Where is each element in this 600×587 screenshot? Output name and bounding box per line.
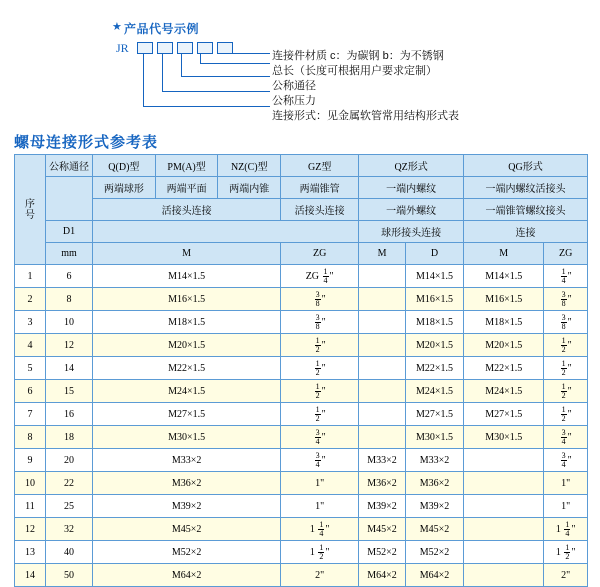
header-group-pm: PM(A)型 [155,155,218,177]
table-row [15,449,588,472]
leader-line [219,53,270,54]
header-unit-qg-zg: ZG [544,243,588,265]
code-prefix: JR [116,41,129,55]
row-gz: $\frac{3}{8}$ " [281,311,359,334]
header-unit-qz-d: D [405,243,463,265]
row-qz-d: M45×2 [405,518,463,541]
header-blank-mid [93,221,359,243]
row-qz-d: M52×2 [405,541,463,564]
row-qg-m [464,495,544,518]
row-gz: $\frac{3}{8}$ " [281,288,359,311]
row-qg-m: M22×1.5 [464,357,544,380]
row-q-m: M39×2 [93,495,281,518]
product-code-diagram [0,0,600,128]
row-qg-zg: $\frac{1}{2}$ " [544,357,588,380]
header-unit-qg-m: M [464,243,544,265]
leader-line [162,91,270,92]
row-q-m: M24×1.5 [93,380,281,403]
row-qg-zg: 2" [544,564,588,587]
row-seq: 13 [15,541,46,564]
table-header-row [15,243,588,265]
row-q-m: M16×1.5 [93,288,281,311]
row-qz-d: M16×1.5 [405,288,463,311]
legend-item-length: 总长（长度可根据用户要求定制） [272,65,437,77]
row-q-m: M64×2 [93,564,281,587]
row-qz-m [359,357,406,380]
header-nz-desc: 两端内锥 [218,177,281,199]
header-unit-zg: ZG [281,243,359,265]
header-qg-desc: 一端内螺纹活接头 [464,177,588,199]
row-dn: 32 [46,518,93,541]
row-qg-zg: $\frac{1}{2}$ " [544,334,588,357]
row-qg-zg: 1 $\frac{1}{4}$ " [544,518,588,541]
row-seq: 10 [15,472,46,495]
row-qz-d: M18×1.5 [405,311,463,334]
row-seq: 3 [15,311,46,334]
row-q-m: M18×1.5 [93,311,281,334]
header-unit-mm: mm [46,243,93,265]
header-group-nz: NZ(C)型 [218,155,281,177]
header-qg-thread: 一端锥管螺纹接头 [464,199,588,221]
row-qg-m: M24×1.5 [464,380,544,403]
row-qg-m: M30×1.5 [464,426,544,449]
row-qg-zg: 1" [544,495,588,518]
legend-item-nominal-pressure: 公称压力 [272,95,316,107]
table-header-row [15,155,588,177]
row-qz-m [359,334,406,357]
table-body [15,265,588,587]
leader-line [200,53,201,63]
row-seq: 14 [15,564,46,587]
row-qz-m [359,403,406,426]
row-seq: 1 [15,265,46,288]
row-qg-zg: $\frac{3}{4}$ " [544,449,588,472]
table-row [15,380,588,403]
row-qg-m [464,541,544,564]
row-qz-m [359,265,406,288]
header-group-qg: QG形式 [464,155,588,177]
diagram-legend [272,49,459,124]
row-gz: 2" [281,564,359,587]
leader-line [143,53,144,106]
row-qg-m [464,518,544,541]
row-q-m: M30×1.5 [93,426,281,449]
row-gz: $\frac{1}{2}$ " [281,334,359,357]
header-q-desc: 两端球形 [93,177,156,199]
table-row [15,518,588,541]
row-qg-m: M27×1.5 [464,403,544,426]
legend-item-nominal-diameter: 公称通径 [272,80,316,92]
row-seq: 9 [15,449,46,472]
header-pm-desc: 两端平面 [155,177,218,199]
legend-item-connection-type: 连接形式：见金属软管常用结构形式表 [272,110,459,122]
row-qz-d: M27×1.5 [405,403,463,426]
row-seq: 7 [15,403,46,426]
row-seq: 8 [15,426,46,449]
row-gz: $\frac{3}{4}$ " [281,426,359,449]
row-dn: 6 [46,265,93,288]
code-box [177,42,193,54]
row-qg-zg: $\frac{3}{8}$ " [544,288,588,311]
leader-line [162,53,163,91]
row-qg-m [464,449,544,472]
header-left-connection: 活接头连接 [93,199,281,221]
row-gz: $\frac{1}{2}$ " [281,403,359,426]
nut-connection-table [14,154,588,587]
row-dn: 16 [46,403,93,426]
row-qg-m [464,472,544,495]
row-dn: 10 [46,311,93,334]
row-qz-d: M22×1.5 [405,357,463,380]
row-gz: 1 $\frac{1}{4}$ " [281,518,359,541]
row-qg-zg: $\frac{1}{2}$ " [544,403,588,426]
table-row [15,541,588,564]
row-gz: 1 $\frac{1}{2}$ " [281,541,359,564]
header-gz-connection: 活接头连接 [281,199,359,221]
row-gz: 1" [281,495,359,518]
header-group-qz: QZ形式 [359,155,464,177]
table-row [15,311,588,334]
row-dn: 40 [46,541,93,564]
row-gz: $\frac{1}{2}$ " [281,380,359,403]
header-dn-blank [46,177,93,221]
row-qg-zg: $\frac{3}{4}$ " [544,426,588,449]
row-seq: 2 [15,288,46,311]
row-qg-zg: 1 $\frac{1}{2}$ " [544,541,588,564]
header-unit-m: M [93,243,281,265]
row-qz-d: M36×2 [405,472,463,495]
row-gz: ZG $\frac{1}{4}$ " [281,265,359,288]
row-qg-m: M20×1.5 [464,334,544,357]
row-seq: 11 [15,495,46,518]
row-qz-m [359,426,406,449]
header-seq-label: 序 号 [25,198,35,221]
row-q-m: M36×2 [93,472,281,495]
row-qz-m: M33×2 [359,449,406,472]
row-q-m: M14×1.5 [93,265,281,288]
table-row [15,334,588,357]
row-q-m: M45×2 [93,518,281,541]
row-q-m: M20×1.5 [93,334,281,357]
header-gz-desc: 两端锥管 [281,177,359,199]
row-dn: 15 [46,380,93,403]
row-qz-d: M39×2 [405,495,463,518]
code-box [157,42,173,54]
header-qz-desc: 一端内螺纹 [359,177,464,199]
row-qz-m [359,380,406,403]
row-qg-m: M14×1.5 [464,265,544,288]
row-qg-zg: $\frac{1}{2}$ " [544,380,588,403]
row-dn: 12 [46,334,93,357]
row-seq: 12 [15,518,46,541]
row-qz-d: M20×1.5 [405,334,463,357]
table-header-row [15,177,588,199]
header-unit-qz-m: M [359,243,406,265]
header-group-q: Q(D)型 [93,155,156,177]
row-qz-m: M36×2 [359,472,406,495]
row-qz-d: M33×2 [405,449,463,472]
header-d1: D1 [46,221,93,243]
row-dn: 8 [46,288,93,311]
row-dn: 22 [46,472,93,495]
row-qg-m: M18×1.5 [464,311,544,334]
table-row [15,472,588,495]
table-row [15,357,588,380]
row-seq: 6 [15,380,46,403]
row-dn: 18 [46,426,93,449]
code-box [137,42,153,54]
row-qg-m: M16×1.5 [464,288,544,311]
row-qz-m [359,311,406,334]
row-dn: 14 [46,357,93,380]
row-qz-d: M24×1.5 [405,380,463,403]
row-qz-d: M14×1.5 [405,265,463,288]
star-icon: ★ [112,21,122,33]
row-qg-zg: $\frac{1}{4}$ " [544,265,588,288]
row-qz-m [359,288,406,311]
row-qz-m: M39×2 [359,495,406,518]
row-seq: 4 [15,334,46,357]
leader-line [181,53,182,76]
row-dn: 25 [46,495,93,518]
row-q-m: M52×2 [93,541,281,564]
row-seq: 5 [15,357,46,380]
row-qz-d: M64×2 [405,564,463,587]
table-row [15,288,588,311]
table-header-row [15,199,588,221]
table-row [15,495,588,518]
row-q-m: M33×2 [93,449,281,472]
row-qg-zg: 1" [544,472,588,495]
header-group-gz: GZ型 [281,155,359,177]
header-qz-thread: 一端外螺纹 [359,199,464,221]
row-gz: $\frac{1}{2}$ " [281,357,359,380]
leader-line [200,63,270,64]
table-header-row [15,221,588,243]
row-q-m: M22×1.5 [93,357,281,380]
table-row [15,265,588,288]
row-gz: $\frac{3}{4}$ " [281,449,359,472]
row-qz-m: M45×2 [359,518,406,541]
leader-line [181,76,270,77]
row-gz: 1" [281,472,359,495]
row-qg-zg: $\frac{3}{8}$ " [544,311,588,334]
row-dn: 20 [46,449,93,472]
row-qz-m: M52×2 [359,541,406,564]
row-qz-m: M64×2 [359,564,406,587]
header-seq [15,155,46,265]
table-row [15,426,588,449]
row-qz-d: M30×1.5 [405,426,463,449]
row-dn: 50 [46,564,93,587]
header-qz-ball: 球形接头连接 [359,221,464,243]
table-title: 螺母连接形式参考表 [14,134,159,151]
row-q-m: M27×1.5 [93,403,281,426]
diagram-title: 产品代号示例 [124,22,200,36]
table-row [15,403,588,426]
leader-line [143,106,270,107]
header-dn: 公称通径 [46,155,93,177]
header-qg-conn: 连接 [464,221,588,243]
legend-item-material: 连接件材质 c：为碳钢 b：为不锈钢 [272,50,444,62]
